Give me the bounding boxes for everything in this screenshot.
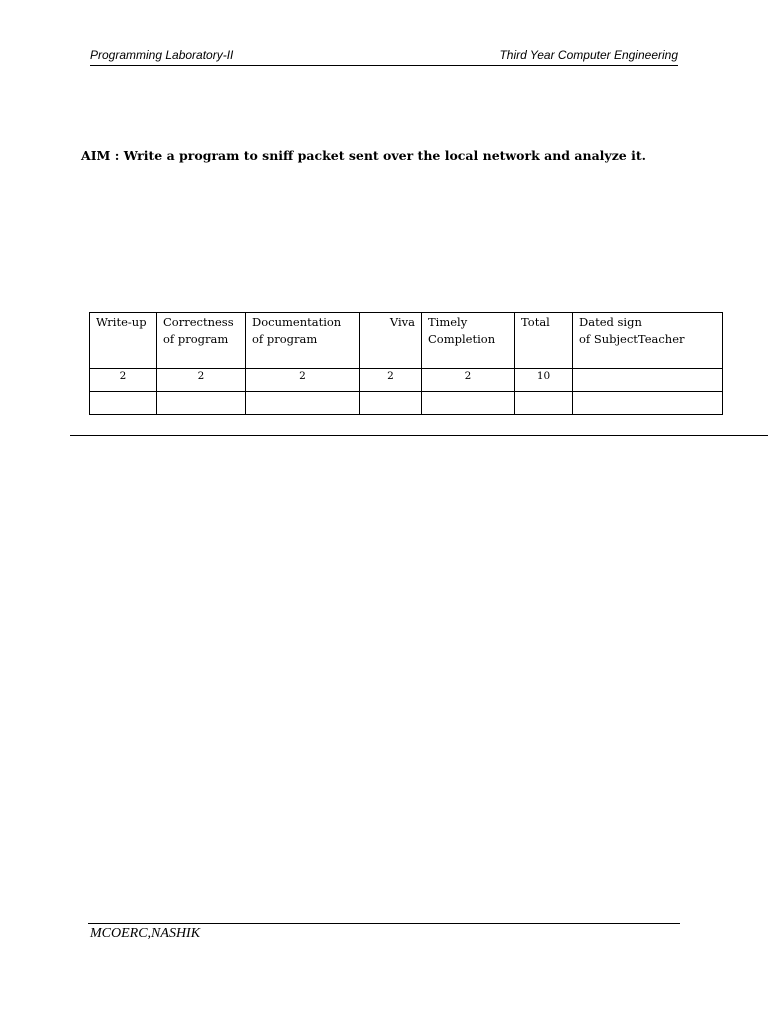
max-dated-sign	[573, 369, 723, 392]
footer-institution: MCOERC,NASHIK	[90, 926, 201, 941]
marks-header-row	[90, 313, 723, 369]
max-documentation: 2	[246, 369, 360, 392]
max-timely-completion: 2	[422, 369, 515, 392]
header-course-title: Programming Laboratory-II	[90, 48, 234, 62]
footer-rule	[88, 923, 680, 924]
obtained-dated-sign	[573, 392, 723, 415]
max-total: 10	[515, 369, 573, 392]
marks-max-row	[90, 369, 723, 392]
header-class-title: Third Year Computer Engineering	[499, 48, 678, 62]
obtained-correctness	[157, 392, 246, 415]
header-write-up: Write-up	[90, 313, 157, 369]
header-viva: Viva	[360, 313, 422, 369]
max-write-up: 2	[90, 369, 157, 392]
obtained-timely-completion	[422, 392, 515, 415]
header-dated-sign: Dated sign of SubjectTeacher	[573, 313, 723, 369]
max-viva: 2	[360, 369, 422, 392]
obtained-viva	[360, 392, 422, 415]
obtained-documentation	[246, 392, 360, 415]
marks-obtained-row	[90, 392, 723, 415]
header-correctness: Correctness of program	[157, 313, 246, 369]
obtained-total	[515, 392, 573, 415]
header-timely-completion: Timely Completion	[422, 313, 515, 369]
max-correctness: 2	[157, 369, 246, 392]
obtained-write-up	[90, 392, 157, 415]
page-header	[90, 47, 678, 66]
header-documentation: Documentation of program	[246, 313, 360, 369]
marks-table	[89, 312, 723, 415]
section-divider	[70, 435, 768, 436]
header-total: Total	[515, 313, 573, 369]
aim-statement: AIM : Write a program to sniff packet sent over the local network and analyze it.	[81, 148, 646, 163]
